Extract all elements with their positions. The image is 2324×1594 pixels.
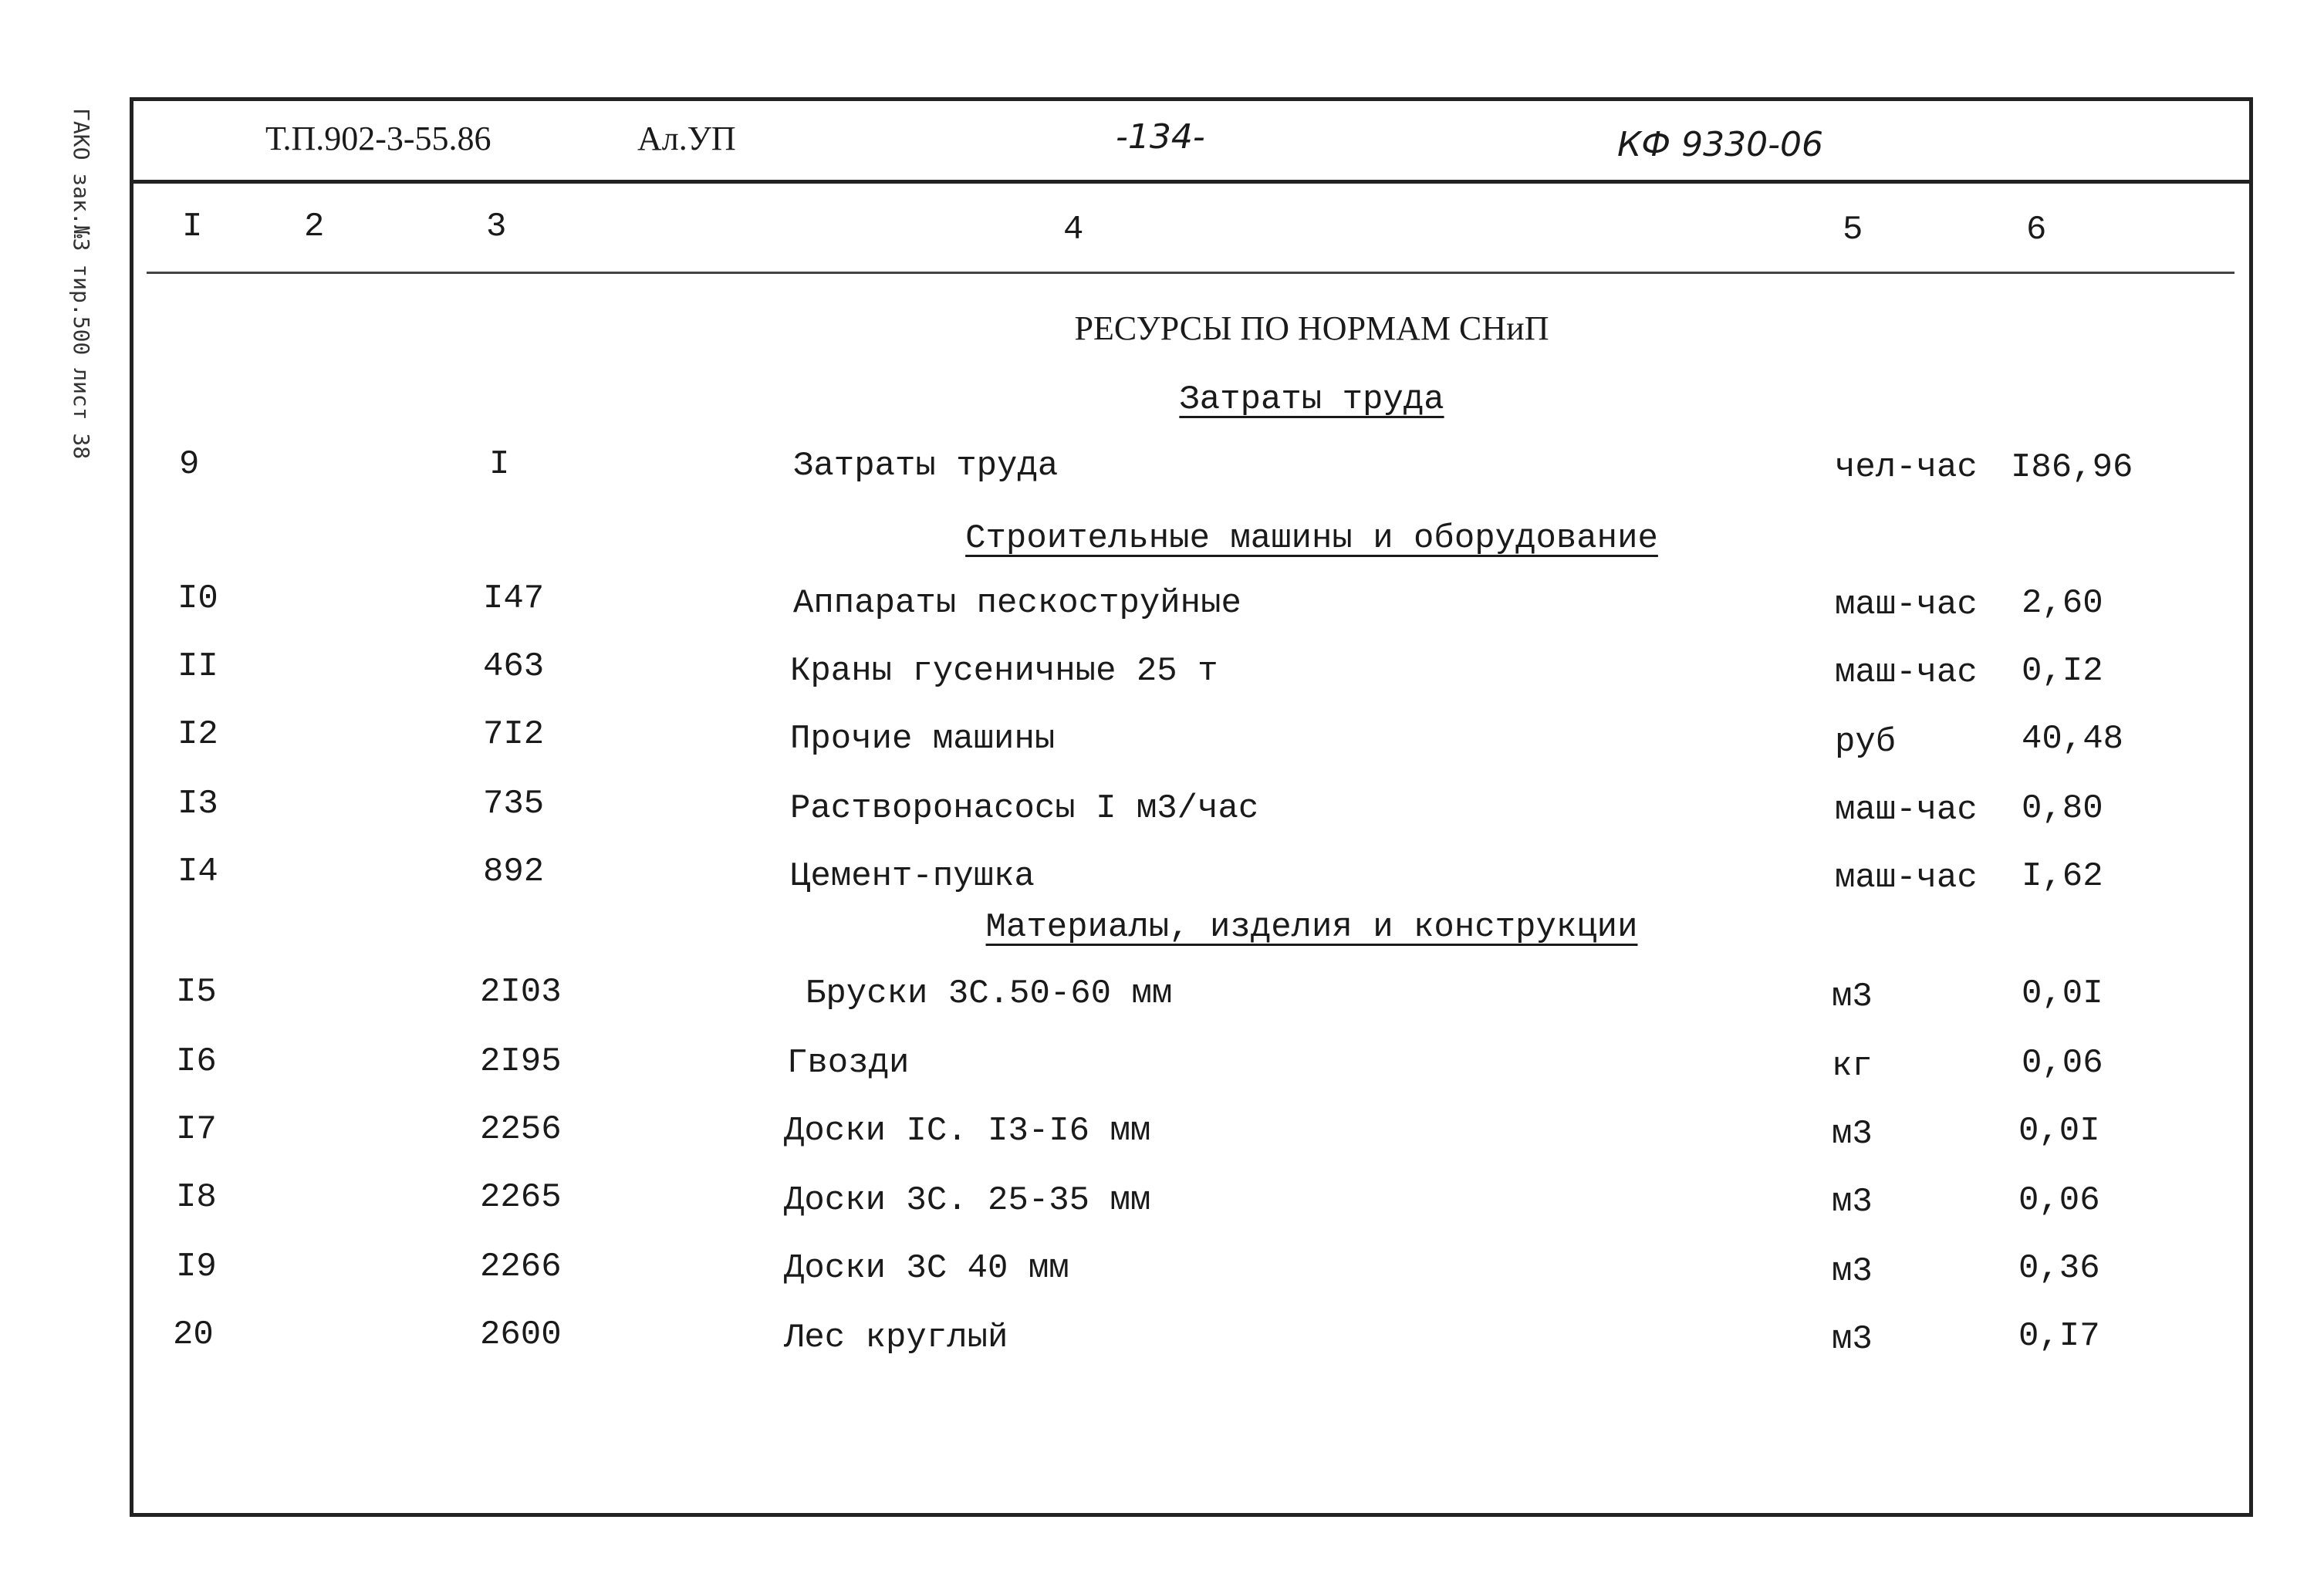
resource-quantity: 0,0I xyxy=(2018,1112,2100,1150)
row-number: 9 xyxy=(179,445,200,484)
resource-unit: маш-час xyxy=(1835,653,1978,692)
document-title: РЕСУРСЫ ПО НОРМАМ СНиП xyxy=(1074,309,1549,347)
resource-unit: маш-час xyxy=(1835,791,1978,829)
resource-quantity: I86,96 xyxy=(2011,448,2133,487)
resource-code: 2266 xyxy=(480,1248,562,1286)
row-number: I7 xyxy=(176,1110,217,1149)
side-stamp xyxy=(68,108,99,478)
resource-quantity: 2,60 xyxy=(2022,584,2103,623)
resource-unit: м3 xyxy=(1832,1252,1873,1291)
resource-quantity: 0,I7 xyxy=(2018,1317,2100,1356)
row-number: I0 xyxy=(177,579,218,618)
column-number-6: 6 xyxy=(2026,211,2047,249)
resource-quantity: 0,06 xyxy=(2018,1181,2100,1220)
resource-quantity: 0,80 xyxy=(2022,789,2103,828)
column-header-divider xyxy=(147,272,2234,274)
resource-unit: кг xyxy=(1832,1047,1873,1086)
resource-name: Доски 3С 40 мм xyxy=(784,1249,1069,1288)
resource-quantity: I,62 xyxy=(2022,857,2103,896)
row-number: I5 xyxy=(176,973,217,1011)
header-divider xyxy=(130,180,2253,184)
resource-code: I xyxy=(489,445,510,484)
resource-name: Растворонасосы I м3/час xyxy=(790,789,1259,828)
row-number: II xyxy=(177,647,218,686)
resource-code: 2256 xyxy=(480,1110,562,1149)
resource-name: Затраты труда xyxy=(793,447,1059,485)
resource-unit: руб xyxy=(1835,723,1897,762)
section-heading: Строительные машины и оборудование xyxy=(965,519,1658,558)
page-number: -134- xyxy=(1116,117,1205,157)
row-number: I3 xyxy=(177,785,218,823)
resource-code: 2I03 xyxy=(480,973,562,1011)
project-number: Т.П.902-3-55.86 xyxy=(265,120,491,157)
resource-unit: м3 xyxy=(1832,1320,1873,1359)
album-number: Ал.УП xyxy=(637,120,736,157)
resource-code: 2600 xyxy=(480,1315,562,1354)
row-number: I6 xyxy=(176,1042,217,1081)
side-stamp-text: ГАКО зак.№3 тир.500 лист 38 xyxy=(69,108,94,460)
column-number-4: 4 xyxy=(1063,211,1084,249)
section-heading: Затраты труда xyxy=(1179,380,1444,419)
row-number: I9 xyxy=(176,1248,217,1286)
row-number: 20 xyxy=(173,1315,214,1354)
resource-name: Лес круглый xyxy=(784,1319,1008,1357)
resource-code: 463 xyxy=(483,647,545,686)
row-number: I4 xyxy=(177,853,218,891)
row-number: I8 xyxy=(176,1178,217,1217)
resource-quantity: 0,I2 xyxy=(2022,652,2103,691)
resource-quantity: 0,0I xyxy=(2022,974,2103,1013)
resource-name: Бруски 3С.50-60 мм xyxy=(806,974,1173,1013)
resource-name: Цемент-пушка xyxy=(790,857,1035,896)
resource-name: Доски IС. I3-I6 мм xyxy=(784,1112,1151,1150)
resource-unit: маш-час xyxy=(1835,586,1978,624)
section-heading: Материалы, изделия и конструкции xyxy=(985,908,1638,947)
resource-name: Доски 3С. 25-35 мм xyxy=(784,1181,1151,1220)
resource-code: 892 xyxy=(483,853,545,891)
resource-unit: м3 xyxy=(1832,978,1873,1016)
resource-quantity: 40,48 xyxy=(2022,720,2124,758)
resource-unit: м3 xyxy=(1832,1183,1873,1221)
resource-unit: м3 xyxy=(1832,1115,1873,1153)
resource-unit: маш-час xyxy=(1835,859,1978,897)
resource-code: 2265 xyxy=(480,1178,562,1217)
column-number-2: 2 xyxy=(304,208,325,246)
resource-name: Гвозди xyxy=(787,1044,910,1082)
column-number-5: 5 xyxy=(1843,211,1863,249)
row-number: I2 xyxy=(177,715,218,754)
resource-code: I47 xyxy=(483,579,545,618)
resource-name: Аппараты пескоструйные xyxy=(793,584,1241,623)
resource-code: 2I95 xyxy=(480,1042,562,1081)
resource-unit: чел-час xyxy=(1835,448,1978,487)
resource-name: Прочие машины xyxy=(790,720,1056,758)
column-number-1: I xyxy=(182,208,203,246)
resource-quantity: 0,36 xyxy=(2018,1249,2100,1288)
resource-code: 735 xyxy=(483,785,545,823)
resource-name: Краны гусеничные 25 т xyxy=(790,652,1218,691)
column-number-3: 3 xyxy=(486,208,507,246)
resource-quantity: 0,06 xyxy=(2022,1044,2103,1082)
resource-code: 7I2 xyxy=(483,715,545,754)
document-code: КФ 9330-06 xyxy=(1617,125,1823,164)
